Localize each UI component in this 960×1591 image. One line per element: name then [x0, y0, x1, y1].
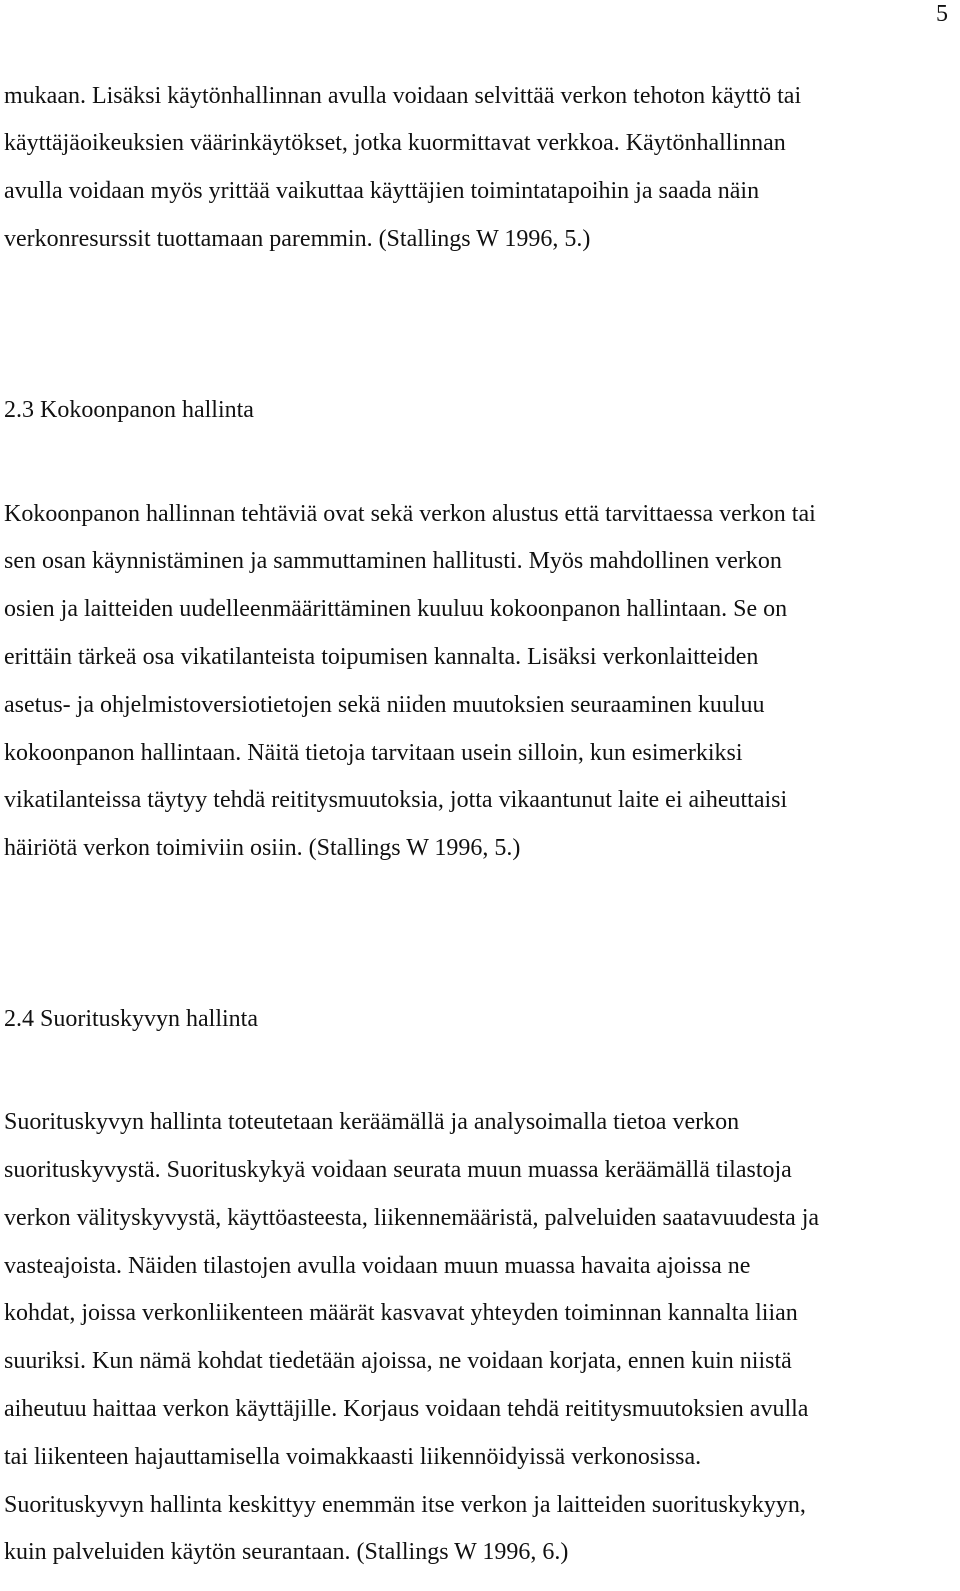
paragraph-line: kohdat, joissa verkonliikenteen määrät kasvavat yhteyden toiminnan kannalta liian [4, 1300, 798, 1326]
paragraph-line: häiriötä verkon toimiviin osiin. (Stallings W 1996, 5.) [4, 835, 521, 861]
paragraph-line: aiheutuu haittaa verkon käyttäjille. Korjaus voidaan tehdä reititysmuutoksien avulla [4, 1396, 809, 1422]
paragraph-line: kuin palveluiden käytön seurantaan. (Stallings W 1996, 6.) [4, 1539, 569, 1565]
page-number: 5 [936, 1, 948, 27]
section-heading: 2.3 Kokoonpanon hallinta [4, 397, 254, 423]
paragraph-line: vikatilanteissa täytyy tehdä reititysmuutoksia, jotta vikaantunut laite ei aiheuttaisi [4, 787, 788, 813]
paragraph-line: sen osan käynnistäminen ja sammuttaminen hallitusti. Myös mahdollinen verkon [4, 548, 782, 574]
paragraph-line: suorituskyvystä. Suorituskykyä voidaan seurata muun muassa keräämällä tilastoja [4, 1157, 792, 1183]
paragraph-line: asetus- ja ohjelmistoversiotietojen sekä niiden muutoksien seuraaminen kuuluu [4, 692, 765, 718]
paragraph-line: tai liikenteen hajauttamisella voimakkaasti liikennöidyissä verkonosissa. [4, 1444, 702, 1470]
paragraph-line: osien ja laitteiden uudelleenmäärittäminen kuuluu kokoonpanon hallintaan. Se on [4, 596, 788, 622]
intro-line: mukaan. Lisäksi käytönhallinnan avulla voidaan selvittää verkon tehoton käyttö tai [4, 83, 802, 109]
intro-line: avulla voidaan myös yrittää vaikuttaa käyttäjien toimintatapoihin ja saada näin [4, 178, 760, 204]
paragraph-line: Suorituskyvyn hallinta keskittyy enemmän itse verkon ja laitteiden suorituskykyyn, [4, 1492, 806, 1518]
paragraph-line: erittäin tärkeä osa vikatilanteista toipumisen kannalta. Lisäksi verkonlaitteiden [4, 644, 759, 670]
paragraph-line: verkon välityskyvystä, käyttöasteesta, liikennemääristä, palveluiden saatavuudesta ja [4, 1205, 820, 1231]
paragraph-line: Kokoonpanon hallinnan tehtäviä ovat sekä verkon alustus että tarvittaessa verkon tai [4, 501, 816, 527]
paragraph-line: Suorituskyvyn hallinta toteutetaan keräämällä ja analysoimalla tietoa verkon [4, 1109, 740, 1135]
intro-line: käyttäjäoikeuksien väärinkäytökset, jotka kuormittavat verkkoa. Käytönhallinnan [4, 130, 786, 156]
section-heading: 2.4 Suorituskyvyn hallinta [4, 1006, 258, 1032]
paragraph-line: kokoonpanon hallintaan. Näitä tietoja tarvitaan usein silloin, kun esimerkiksi [4, 740, 743, 766]
paragraph-line: suuriksi. Kun nämä kohdat tiedetään ajoissa, ne voidaan korjata, ennen kuin niistä [4, 1348, 792, 1374]
paragraph-line: vasteajoista. Näiden tilastojen avulla voidaan muun muassa havaita ajoissa ne [4, 1253, 751, 1279]
intro-line: verkonresurssit tuottamaan paremmin. (Stallings W 1996, 5.) [4, 226, 591, 252]
